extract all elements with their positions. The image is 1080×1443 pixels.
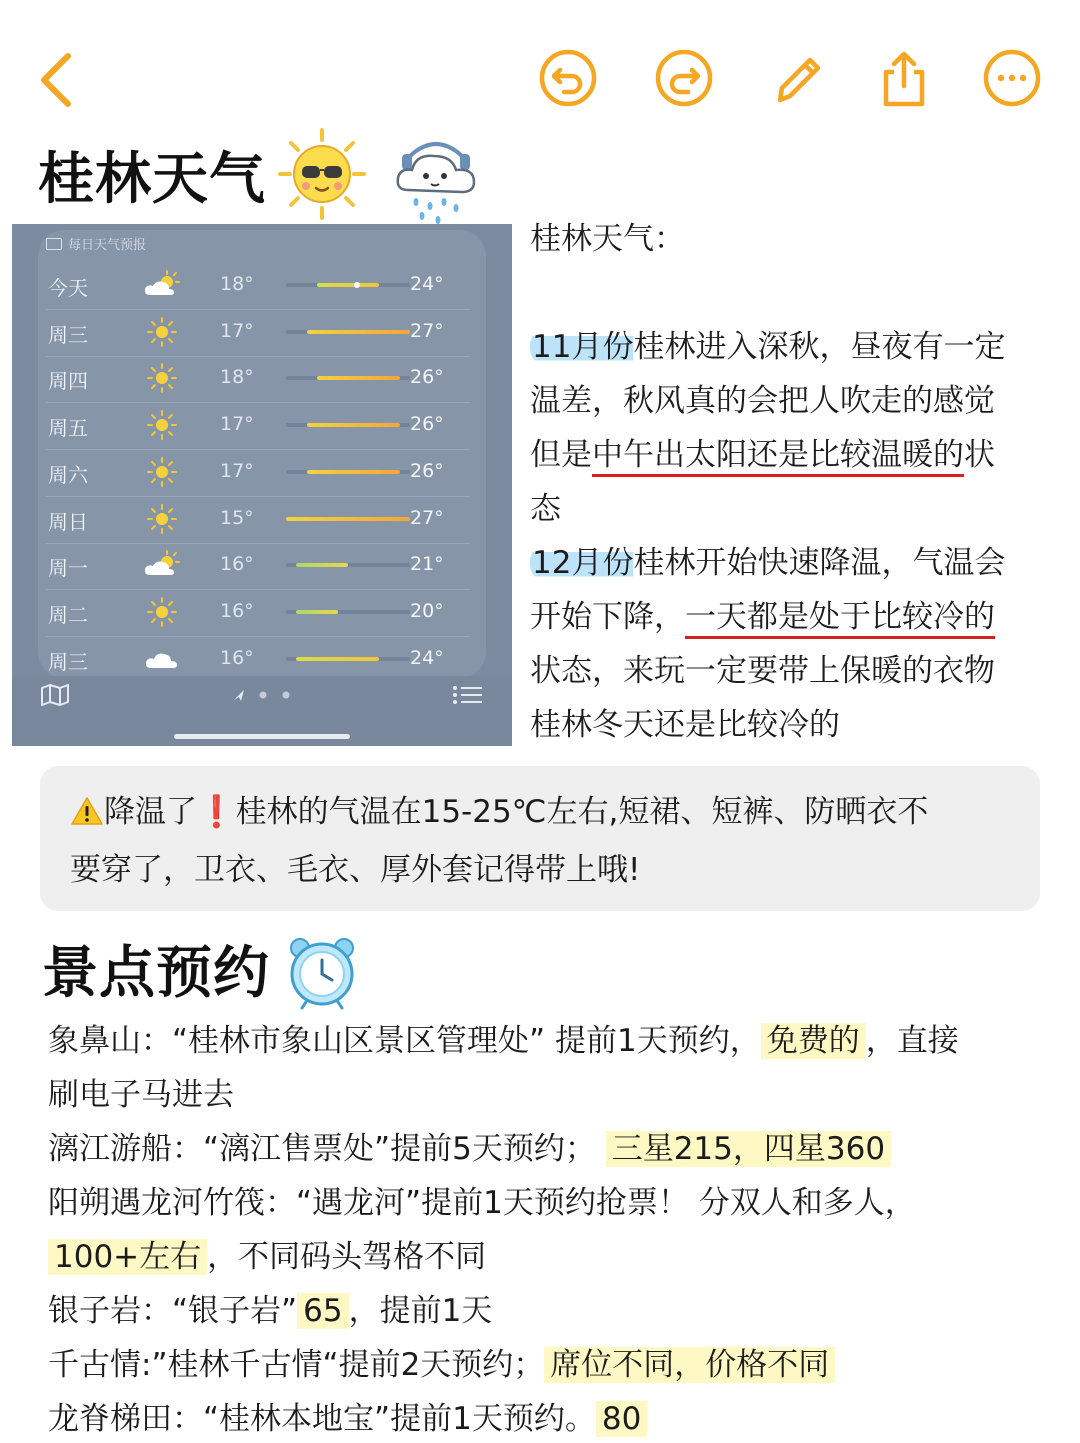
dec-underlined: 一天都是处于比较冷的 [685, 599, 995, 639]
pencil-icon[interactable] [766, 46, 830, 110]
forecast-low: 15° [220, 506, 254, 529]
nov-text-3a: 但是 [530, 437, 592, 473]
sun-icon [142, 502, 182, 536]
attraction-line [48, 1014, 959, 1068]
price-highlight: 100+左右 [48, 1239, 207, 1275]
forecast-row [38, 311, 478, 357]
temperature-range-bar [286, 423, 410, 427]
sun-sunglasses-sticker [276, 126, 368, 222]
share-icon[interactable] [872, 46, 936, 110]
temperature-range-fill [307, 423, 400, 427]
attraction-line [48, 1176, 916, 1230]
dec-line-1 [530, 536, 1005, 590]
sun-icon [142, 361, 182, 395]
forecast-high: 24° [410, 273, 444, 295]
attraction-text: 象鼻山：“桂林市象山区景区管理处” 提前1天预约， [48, 1023, 761, 1059]
nov-line-2: 温差，秋风真的会把人吹走的感觉 [530, 383, 995, 419]
attraction-text: 漓江游船：“漓江售票处”提前5天预约； [48, 1131, 606, 1167]
home-indicator [174, 734, 350, 739]
forecast-high: 26° [410, 366, 444, 389]
widget-header [46, 234, 146, 253]
forecast-row [38, 498, 478, 544]
dec-line-4: 桂林冬天还是比较冷的 [530, 707, 840, 743]
attraction-text: 千古情:”桂林千古情“提前2天预约； [48, 1347, 545, 1383]
attraction-line [48, 1338, 835, 1392]
temperature-range-fill [307, 330, 410, 334]
price-highlight: 65 [297, 1293, 348, 1329]
dec-line-3: 状态，来玩一定要带上保暖的衣物 [530, 653, 995, 689]
attraction-text: 龙脊梯田：“桂林本地宝”提前1天预约。 [48, 1401, 596, 1437]
toolbar [0, 0, 1080, 130]
page-dots[interactable] [230, 686, 300, 704]
notice-line-2: 要穿了，卫衣、毛衣、厚外套记得带上哦! [70, 852, 641, 888]
cloud-rain-headphones-sticker [390, 134, 482, 226]
forecast-row [38, 264, 478, 310]
price-highlight: 80 [596, 1401, 647, 1437]
attraction-line [48, 1068, 234, 1122]
cloud-icon [142, 642, 182, 676]
nov-line-3 [530, 428, 995, 482]
forecast-day: 周四 [48, 369, 88, 394]
forecast-high: 26° [410, 459, 444, 482]
forecast-low: 16° [220, 599, 254, 622]
temperature-range-bar [286, 283, 410, 287]
warning-icon [70, 796, 104, 826]
forecast-day: 今天 [48, 276, 88, 300]
price-highlight: 三星215，四星360 [606, 1131, 891, 1167]
forecast-low: 17° [220, 459, 254, 482]
map-icon[interactable] [40, 684, 72, 706]
list-icon[interactable] [452, 685, 484, 705]
notice-line-1 [70, 786, 928, 831]
temperature-range-fill [317, 376, 400, 380]
dec-text-1: 桂林开始快速降温，气温会 [633, 545, 1006, 581]
temperature-range-fill [296, 657, 379, 661]
weather-section-title: 桂林天气 [38, 147, 266, 212]
attraction-text-tail: ，不同码头驾格不同 [207, 1239, 487, 1275]
temperature-range-bar [286, 330, 410, 334]
temperature-range-bar [286, 470, 410, 474]
sun-icon [142, 408, 182, 442]
forecast-low: 16° [220, 553, 254, 576]
attraction-text: 刷电子马进去 [48, 1077, 234, 1113]
temperature-range-fill [296, 563, 348, 567]
price-highlight: 席位不同，价格不同 [544, 1347, 835, 1383]
nov-text-1: 桂林进入深秋，昼夜有一定 [633, 329, 1006, 365]
temperature-range-bar [286, 657, 410, 661]
forecast-low: 18° [220, 366, 254, 389]
forecast-high: 20° [410, 599, 444, 622]
forecast-day: 周二 [48, 602, 88, 627]
forecast-high: 26° [410, 413, 444, 436]
forecast-low: 17° [220, 413, 254, 436]
alarm-clock-sticker [284, 932, 360, 1010]
forecast-high: 27° [410, 506, 444, 529]
forecast-day: 周一 [48, 556, 88, 581]
forecast-day: 周日 [48, 509, 88, 534]
temperature-range-fill [317, 283, 379, 287]
attraction-line [48, 1122, 891, 1176]
partly-sunny-icon [142, 268, 182, 302]
chevron-left-icon[interactable] [26, 46, 90, 110]
forecast-high: 21° [410, 553, 444, 576]
forecast-day: 周六 [48, 462, 88, 487]
forecast-row [38, 591, 478, 637]
forecast-row [38, 451, 478, 497]
forecast-day: 周三 [48, 322, 88, 347]
forecast-row [38, 544, 478, 590]
dec-line-2 [530, 590, 995, 644]
attraction-line [48, 1392, 647, 1443]
nov-month-highlight: 11月份 [532, 329, 634, 365]
partly-sunny-icon [142, 548, 182, 582]
attraction-line [48, 1230, 486, 1284]
weather-heading: 桂林天气： [530, 221, 685, 257]
temperature-range-bar [286, 517, 410, 521]
temperature-range-bar [286, 563, 410, 567]
temperature-range-fill [296, 610, 337, 614]
nov-text-3c: 状 [964, 437, 995, 473]
attraction-text: 银子岩：“银子岩” [48, 1293, 298, 1329]
notice-box [40, 766, 1040, 911]
forecast-low: 17° [220, 319, 254, 342]
attraction-text-tail: ，直接 [865, 1023, 959, 1059]
attraction-text: 阳朔遇龙河竹筏：“遇龙河”提前1天预约抢票！ 分双人和多人， [48, 1185, 916, 1221]
sun-icon [142, 455, 182, 489]
forecast-row [38, 404, 478, 450]
temperature-range-bar [286, 376, 410, 380]
redo-icon[interactable] [652, 46, 716, 110]
nov-line-4: 态 [530, 491, 561, 527]
price-highlight: 免费的 [761, 1023, 866, 1059]
forecast-low: 16° [220, 646, 254, 669]
exclamation-icon: ❗ [197, 794, 236, 830]
nov-line-1 [530, 320, 1005, 374]
forecast-day: 周三 [48, 649, 88, 674]
sun-icon [142, 315, 182, 349]
nov-underlined: 中午出太阳还是比较温暖的 [592, 437, 964, 477]
temperature-range-fill [286, 517, 410, 521]
forecast-high: 24° [410, 646, 444, 669]
sun-icon [142, 595, 182, 629]
undo-icon[interactable] [536, 46, 600, 110]
notice-part-1: 降温了 [104, 794, 197, 830]
dec-month-highlight: 12月份 [532, 545, 634, 581]
attraction-text-tail: ，提前1天 [348, 1293, 493, 1329]
widget-header-label: 每日天气预报 [68, 238, 147, 253]
forecast-high: 27° [410, 319, 444, 342]
forecast-low: 18° [220, 273, 254, 295]
attractions-section-title: 景点预约 [42, 941, 270, 1006]
current-temp-dot [354, 282, 360, 288]
calendar-icon [46, 238, 62, 250]
temperature-range-fill [307, 470, 400, 474]
temperature-range-bar [286, 610, 410, 614]
dec-text-2a: 开始下降， [530, 599, 685, 635]
more-icon[interactable] [980, 46, 1044, 110]
forecast-day: 周五 [48, 416, 88, 441]
forecast-row [38, 357, 478, 403]
attraction-line [48, 1284, 492, 1338]
notice-part-2: 桂林的气温在15-25℃左右,短裙、短裤、防晒衣不 [235, 794, 929, 830]
